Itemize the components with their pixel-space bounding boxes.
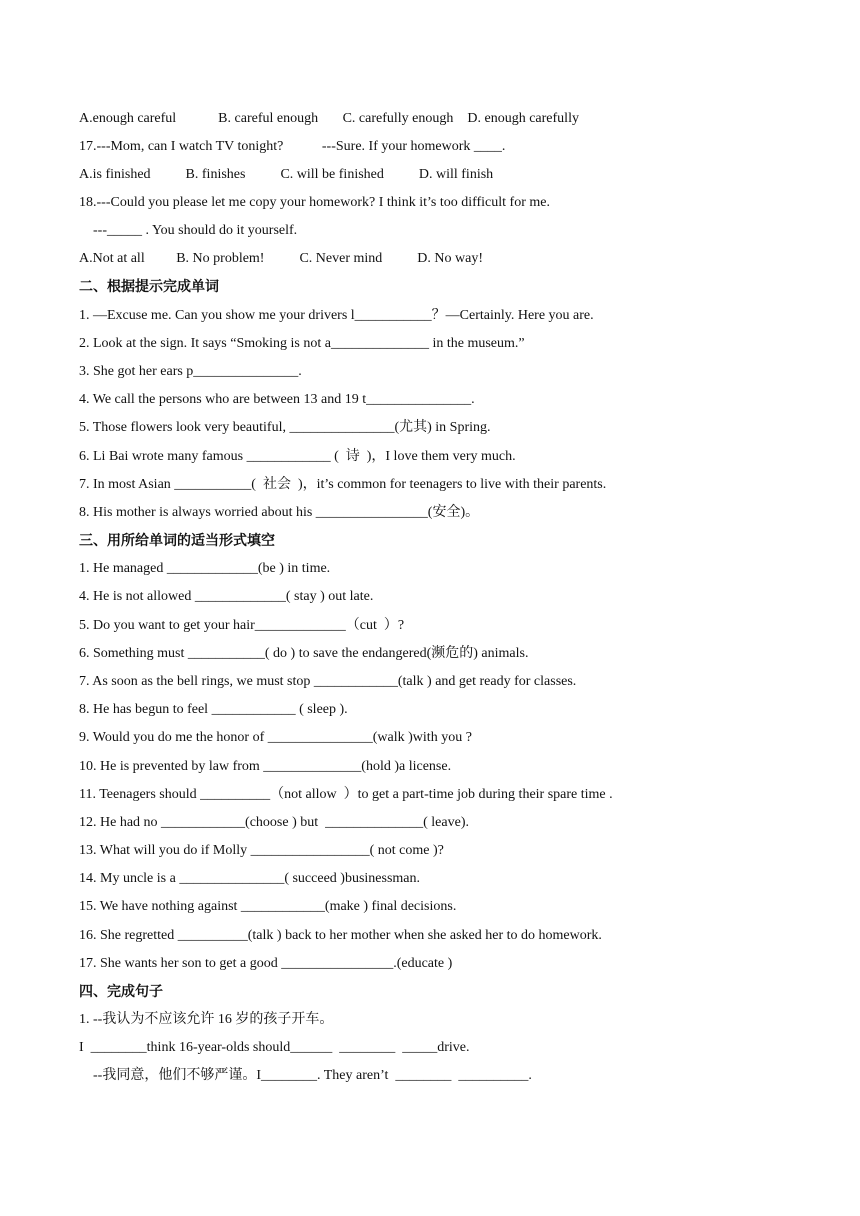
- s2-item-3: 3. She got her ears p_______________.: [79, 364, 302, 379]
- s3-item-15: 15. We have nothing against ____________(make ) final decisions.: [79, 899, 457, 914]
- s4-item-1-sentence: I ________think 16-year-olds should______ ________ _____drive.: [79, 1040, 470, 1055]
- s3-item-6: 6. Something must ___________( do ) to save the endangered(濒危的) animals.: [79, 646, 529, 661]
- s3-item-4: 4. He is not allowed _____________( stay ) out late.: [79, 589, 374, 604]
- s3-item-13: 13. What will you do if Molly _________________( not come )?: [79, 843, 444, 858]
- s3-item-8: 8. He has begun to feel ____________ ( sleep ).: [79, 702, 348, 717]
- s2-item-8: 8. His mother is always worried about his ________________(安全)。: [79, 505, 480, 520]
- q17-question: 17.---Mom, can I watch TV tonight? ---Sure. If your homework ____.: [79, 139, 506, 154]
- s3-item-14: 14. My uncle is a _______________( succeed )businessman.: [79, 871, 420, 886]
- q16-options: A.enough careful B. careful enough C. carefully enough D. enough carefully: [79, 111, 579, 126]
- q18-reply: ---_____ . You should do it yourself.: [93, 223, 298, 238]
- s3-item-16: 16. She regretted __________(talk ) back to her mother when she asked her to do homework.: [79, 928, 602, 943]
- s4-item-1-reply: --我同意，他们不够严谨。I________. They aren’t ________ __________.: [93, 1068, 532, 1083]
- s3-item-9: 9. Would you do me the honor of _______________(walk )with you ?: [79, 730, 472, 745]
- section-4-heading: 四、完成句子: [79, 984, 163, 1000]
- s4-item-1-prompt: 1. --我认为不应该允许 16 岁的孩子开车。: [79, 1012, 334, 1027]
- s2-item-4: 4. We call the persons who are between 13 and 19 t_______________.: [79, 392, 475, 407]
- s3-item-11: 11. Teenagers should __________（not allow ）to get a part-time job during their spare time .: [79, 787, 613, 802]
- section-3-heading: 三、用所给单词的适当形式填空: [79, 533, 275, 549]
- s3-item-10: 10. He is prevented by law from ______________(hold )a license.: [79, 759, 452, 774]
- s2-item-2: 2. Look at the sign. It says “Smoking is not a______________ in the museum.”: [79, 336, 525, 351]
- q18-question: 18.---Could you please let me copy your homework? I think it’s too difficult for me.: [79, 195, 550, 210]
- s2-item-6: 6. Li Bai wrote many famous ____________ ( 诗 )，I love them very much.: [79, 449, 516, 464]
- s3-item-1: 1. He managed _____________(be ) in time.: [79, 561, 331, 576]
- s3-item-5: 5. Do you want to get your hair_____________（cut ）?: [79, 618, 405, 633]
- s2-item-7: 7. In most Asian ___________( 社会 )，it’s common for teenagers to live with their parents.: [79, 477, 607, 492]
- s3-item-7: 7. As soon as the bell rings, we must stop ____________(talk ) and get ready for classes.: [79, 674, 577, 689]
- s3-item-12: 12. He had no ____________(choose ) but ______________( leave).: [79, 815, 469, 830]
- q17-options: A.is finished B. finishes C. will be finished D. will finish: [79, 167, 494, 182]
- s2-item-5: 5. Those flowers look very beautiful, _______________(尤其) in Spring.: [79, 420, 491, 435]
- q18-options: A.Not at all B. No problem! C. Never mind D. No way!: [79, 251, 483, 266]
- section-2-heading: 二、根据提示完成单词: [79, 279, 219, 295]
- s3-item-17: 17. She wants her son to get a good ________________.(educate ): [79, 956, 453, 971]
- s2-item-1: 1. —Excuse me. Can you show me your drivers l___________？—Certainly. Here you are.: [79, 308, 594, 323]
